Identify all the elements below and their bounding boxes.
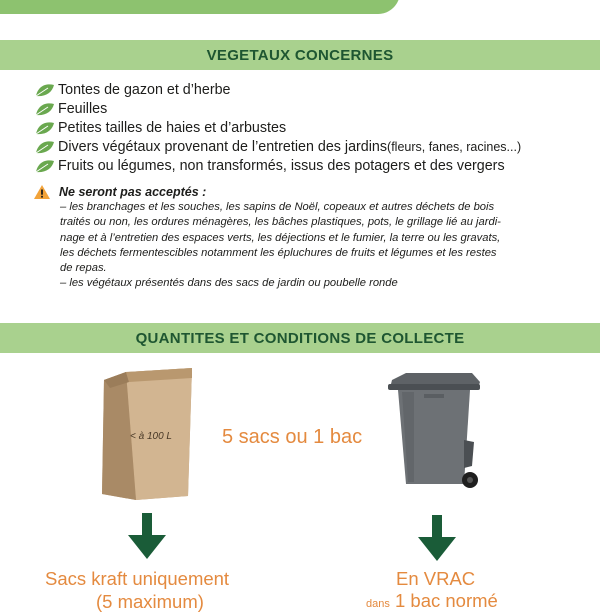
quantity-text: 5 sacs ou 1 bac (222, 426, 363, 448)
bag-capacity-label: < à 100 L (130, 431, 172, 442)
arrow-down-icon (418, 515, 456, 561)
list-item: Feuilles (35, 99, 521, 118)
leaf-icon (35, 121, 55, 135)
refus-line: de repas. (60, 262, 107, 275)
left-condition-title: Sacs kraft uniquement (45, 568, 230, 589)
refus-line: – les végétaux présentés dans des sacs de jardin ou poubelle ronde (60, 277, 398, 290)
right-condition-subtitle: dans 1 bac normé (366, 590, 498, 611)
right-condition-title: En VRAC (396, 568, 476, 589)
section-title: VEGETAUX CONCERNES (206, 46, 394, 64)
refus-line: traités ou non, les ordures ménagères, les bâches plastiques, pots, le grillage lié au jardi- (60, 216, 501, 229)
refus-block (33, 184, 583, 292)
list-item: Fruits ou légumes, non transformés, issus des potagers et des vergers (35, 156, 521, 175)
refus-line: nage et à l’entretien des espaces verts, les déjections et le fumier, la terre ou les gravats, (60, 231, 501, 244)
section-header-collecte (0, 323, 600, 353)
list-item: Tontes de gazon et d’herbe (35, 80, 521, 99)
section-header-vegetaux (0, 40, 600, 70)
refus-title: Ne seront pas acceptés : (59, 185, 207, 199)
leaf-icon (35, 159, 55, 173)
refus-line: les déchets fermentescibles notamment les épluchures de fruits et légumes et les restes (60, 246, 497, 259)
refus-line: – les branchages et les souches, les sapins de Noël, copeaux et autres déchets de bois (60, 201, 495, 213)
top-banner (0, 0, 400, 14)
leaf-icon (35, 102, 55, 116)
wheelie-bin-icon (384, 370, 484, 495)
left-condition-subtitle: (5 maximum) (96, 591, 204, 612)
vegetaux-list (35, 80, 521, 175)
warning-icon (33, 184, 51, 200)
list-item: Petites tailles de haies et d’arbustes (35, 118, 521, 137)
leaf-icon (35, 83, 55, 97)
arrow-down-icon (128, 513, 166, 559)
leaf-icon (35, 140, 55, 154)
list-item: Divers végétaux provenant de l’entretien des jardins (fleurs, fanes, racines...) (35, 137, 521, 156)
refus-list (60, 200, 583, 292)
section-title: QUANTITES ET CONDITIONS DE COLLECTE (135, 329, 465, 347)
